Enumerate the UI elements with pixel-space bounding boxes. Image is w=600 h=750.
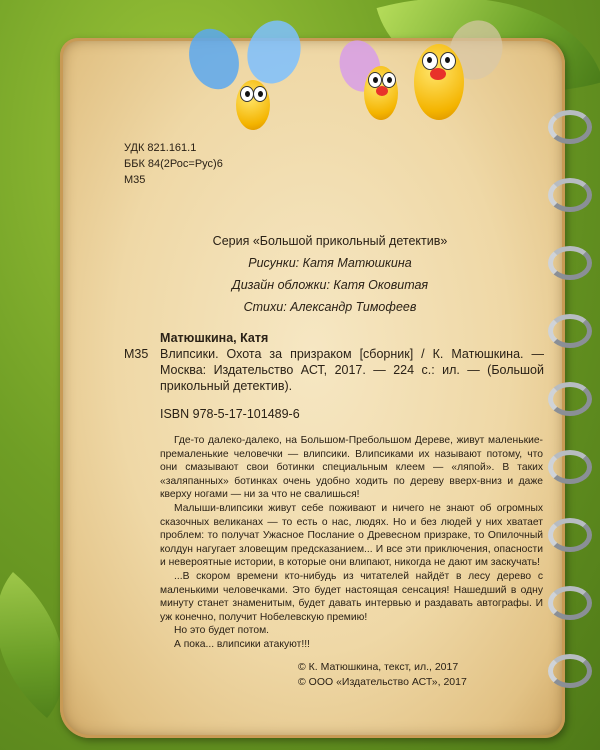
annotation-paragraph: А пока... влипсики атакуют!!! <box>174 638 310 650</box>
isbn: ISBN 978-5-17-101489-6 <box>160 407 300 421</box>
classification-codes <box>124 140 223 188</box>
author-mark: М35 <box>124 174 146 186</box>
bug-character-big-illustration <box>400 10 510 130</box>
bibliographic-record <box>124 330 544 394</box>
annotation-paragraph: Но это будет потом. <box>174 625 270 637</box>
illustrations-credit: Рисунки: Катя Матюшкина <box>248 256 412 270</box>
author-mark-code: М35 <box>124 347 149 361</box>
annotation-text <box>160 434 543 652</box>
copyright-block <box>298 660 467 690</box>
cover-design-credit: Дизайн обложки: Катя Оковитая <box>231 278 429 292</box>
series-line: Серия «Большой прикольный детектив» <box>212 234 448 248</box>
copyright-text: © К. Матюшкина, текст, ил., 2017 <box>298 661 459 673</box>
annotation-paragraph: ...В скором времени кто-нибудь из читателей найдёт в лесу дерево с маленькими человечками. Это будет настоящая сенсация! Нашедший в одну минуту станет знаменитым, будет давать интервью и раздавать автографы. И уж конечно, получит Нобелевскую премию! <box>160 570 543 623</box>
annotation-paragraph: Где-то далеко-далеко, на Большом-Пребольшом Дереве, живут маленькие-премаленькие человечки — влипсики. Влипсиками их называют потому, что они смазывают свои ботинки специальным клеем — «ляпой». В таких «заляпанных» ботинках очень удобно ходить по дереву вверх-вниз и даже кверху ногами — ни за что не свалишься! <box>160 435 543 501</box>
bibliographic-description: Влипсики. Охота за призраком [сборник] / К. Матюшкина. — Москва: Издательство АСТ, 2017. — 224 с.: ил. — (Большой прикольный детектив). <box>160 347 544 393</box>
credits-block <box>120 230 540 318</box>
udk-code: УДК 821.161.1 <box>124 142 197 154</box>
copyright-publisher: © ООО «Издательство АСТ», 2017 <box>298 676 467 688</box>
poems-credit: Стихи: Александр Тимофеев <box>243 300 417 314</box>
bbk-code: ББК 84(2Рос=Рус)6 <box>124 158 223 170</box>
annotation-paragraph: Малыши-влипсики живут себе поживают и ничего не знают об огромных сказочных великанах — то есть о нас, людях. Но и без людей у них хватает проблем: то получат Ужасное Послание о Древесном призраке, то Опилочный колдун нагугает зловещим предсказанием... И все эти приключения, опасности и невероятные истории, в которые они влипают, никогда не дают им заскучать! <box>160 502 543 569</box>
bug-character-blue-wings-illustration <box>190 20 310 140</box>
author-heading: Матюшкина, Катя <box>160 331 269 345</box>
